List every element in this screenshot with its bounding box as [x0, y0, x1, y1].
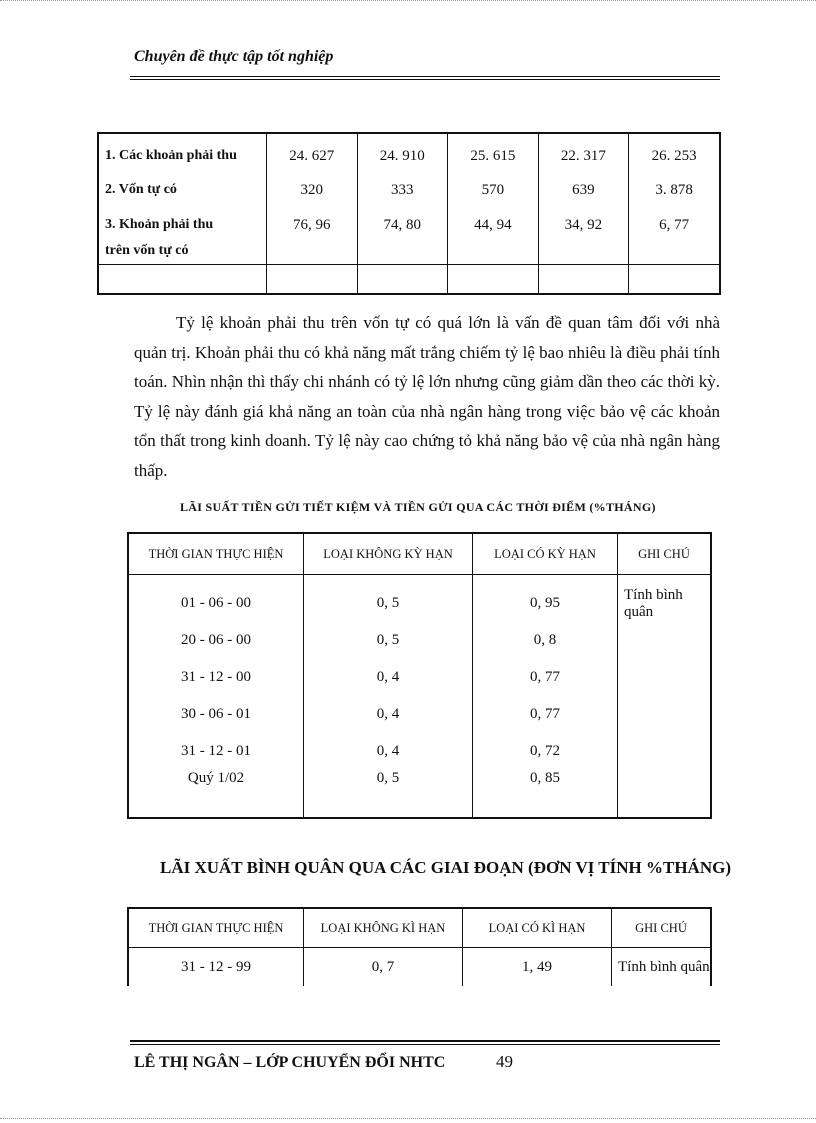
column-header: THỜI GIAN THỰC HIỆN	[128, 908, 304, 948]
table-cell: 22. 317	[538, 133, 629, 168]
table-cell: 0, 7	[304, 948, 463, 987]
table-cell: 3. 878	[629, 168, 720, 202]
column-header: LOẠI KHÔNG KỲ HẠN	[304, 533, 473, 575]
empty-cell	[629, 265, 720, 295]
paragraph-text: Tỷ lệ khoản phải thu trên vốn tự có quá lớn là vấn đề quan tâm đối với nhà quản trị. Khoản phải thu có khả năng mất trắng chiếm tỷ lệ bao nhiêu là điều phải tính toán. Nhìn nhận thì thấy chi nhánh có tỷ lệ lớn nhưng cũng giảm dần theo các thời kỳ. Tỷ lệ này đánh giá khả năng an toàn của nhà ngân hàng trong việc bảo vệ các khoản tổn thất trong kinh doanh. Tỷ lệ này cao chứng tỏ khả năng bảo vệ của nhà ngân hàng thấp.	[134, 313, 720, 480]
empty-cell	[98, 265, 267, 295]
table-cell: 30 - 06 - 01	[128, 696, 304, 733]
row-label-line1: 3. Khoản phải thu	[105, 217, 214, 232]
table-cell: 0, 4	[304, 659, 473, 696]
table-cell: Tính bình quân	[618, 575, 712, 623]
row-label	[98, 202, 267, 265]
table-cell: 24. 627	[267, 133, 358, 168]
table-cell: 74, 80	[357, 202, 448, 265]
table-cell: 24. 910	[357, 133, 448, 168]
table-cell: 0, 4	[304, 733, 473, 770]
table-cell: 44, 94	[448, 202, 539, 265]
table3-caption: LÃI XUẤT BÌNH QUÂN QUA CÁC GIAI ĐOẠN (ĐƠN VỊ TÍNH %THÁNG)	[160, 858, 731, 877]
column-header: GHI CHÚ	[618, 533, 712, 575]
table-row	[128, 948, 711, 987]
table-cell: 0, 5	[304, 622, 473, 659]
table-cell: 31 - 12 - 00	[128, 659, 304, 696]
column-header: LOẠI KHÔNG KÌ HẠN	[304, 908, 463, 948]
table-cell: 0, 85	[473, 770, 618, 818]
column-header: LOẠI CÓ KÌ HẠN	[463, 908, 612, 948]
table-cell: 570	[448, 168, 539, 202]
table2-caption: LÃI SUẤT TIỀN GỬI TIẾT KIỆM VÀ TIỀN GỬI QUA CÁC THỜI ĐIỂM (%THÁNG)	[180, 500, 656, 514]
table-row	[128, 770, 711, 818]
table-cell: 6, 77	[629, 202, 720, 265]
empty-cell	[267, 265, 358, 295]
table-cell: 31 - 12 - 99	[128, 948, 304, 987]
empty-cell	[448, 265, 539, 295]
table-cell: 25. 615	[448, 133, 539, 168]
table-cell: Quý 1/02	[128, 770, 304, 818]
table-cell	[618, 733, 712, 770]
page-bottom-border	[0, 1118, 816, 1119]
table-cell: 0, 77	[473, 659, 618, 696]
row-label-line2: trên vốn tự có	[105, 243, 189, 258]
table-cell: Tính bình quân	[612, 948, 712, 987]
table-cell: 31 - 12 - 01	[128, 733, 304, 770]
table-cell	[618, 659, 712, 696]
table-header-row	[128, 908, 711, 948]
page-number: 49	[496, 1052, 513, 1071]
table-cell: 0, 72	[473, 733, 618, 770]
table-cell	[618, 622, 712, 659]
receivables-table	[97, 132, 721, 295]
header-rule	[130, 76, 720, 80]
table-row	[98, 202, 720, 265]
column-header: LOẠI CÓ KỲ HẠN	[473, 533, 618, 575]
column-header: THỜI GIAN THỰC HIỆN	[128, 533, 304, 575]
footer-rule	[130, 1040, 720, 1045]
table-cell: 26. 253	[629, 133, 720, 168]
row-label: 2. Vốn tự có	[98, 168, 267, 202]
table-cell: 0, 4	[304, 696, 473, 733]
table-row	[128, 659, 711, 696]
page-header-title: Chuyên đề thực tập tốt nghiệp	[134, 48, 334, 65]
table-cell: 0, 95	[473, 575, 618, 623]
table-cell: 01 - 06 - 00	[128, 575, 304, 623]
table-cell: 0, 5	[304, 575, 473, 623]
table-row	[98, 168, 720, 202]
table-cell: 0, 5	[304, 770, 473, 818]
empty-cell	[357, 265, 448, 295]
row-label: 1. Các khoản phải thu	[98, 133, 267, 168]
table-cell: 1, 49	[463, 948, 612, 987]
table-cell: 0, 77	[473, 696, 618, 733]
savings-rate-table	[127, 532, 712, 819]
table-cell: 20 - 06 - 00	[128, 622, 304, 659]
table-cell: 34, 92	[538, 202, 629, 265]
table-cell: 0, 8	[473, 622, 618, 659]
table-cell: 320	[267, 168, 358, 202]
table-row	[128, 733, 711, 770]
table-cell	[618, 770, 712, 818]
table-row	[128, 575, 711, 623]
average-rate-table	[127, 907, 712, 986]
table-cell	[618, 696, 712, 733]
table-row	[128, 696, 711, 733]
table-row	[98, 133, 720, 168]
page-top-border	[0, 0, 816, 9]
table-row	[128, 622, 711, 659]
table-cell: 76, 96	[267, 202, 358, 265]
table-row-empty	[98, 265, 720, 295]
body-paragraph	[134, 308, 720, 485]
footer-author: LÊ THỊ NGÂN – LỚP CHUYỂN ĐỔI NHTC	[134, 1054, 446, 1071]
column-header: GHI CHÚ	[612, 908, 712, 948]
table-cell: 639	[538, 168, 629, 202]
empty-cell	[538, 265, 629, 295]
table-cell: 333	[357, 168, 448, 202]
table-header-row	[128, 533, 711, 575]
